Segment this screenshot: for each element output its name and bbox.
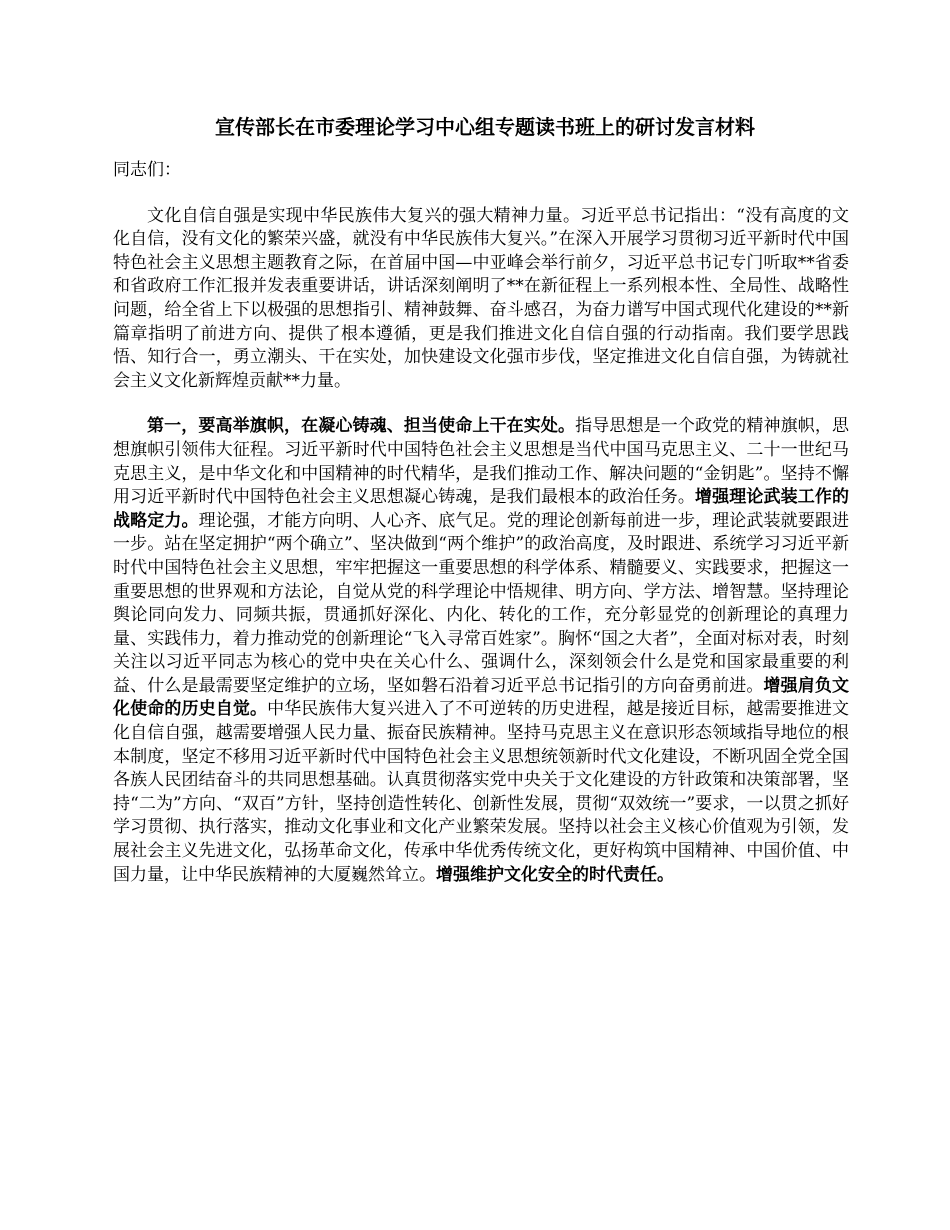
section-one-heading: 第一，要高举旗帜，在凝心铸魂、担当使命上干在实处。 — [147, 416, 576, 437]
section-one-text-1: 指导思想是一个政党的精神旗帜，思想旗帜引领伟大征程。习近平新时代中国特色社会主义思想是当代中国马克思主义、二十一世纪马克思主义，是中华文化和中国精神的时代精华，是我们推动工作、解决问题的“金钥匙”。坚持不懈用习近平新时代中国特色社会主义思想凝心铸魂，是我们最根本的政治任务。 — [113, 416, 849, 508]
document-page — [113, 113, 849, 909]
intro-paragraph: 文化自信自强是实现中华民族伟大复兴的强大精神力量。习近平总书记指出：“没有高度的文化自信，没有文化的繁荣兴盛，就没有中华民族伟大复兴。”在深入开展学习贯彻习近平新时代中国特色社会主义思想主题教育之际，在首届中国—中亚峰会举行前夕，习近平总书记专门听取**省委和省政府工作汇报并发表重要讲话，讲话深刻阐明了**在新征程上一系列根本性、全局性、战略性问题，给全省上下以极强的思想指引、精神鼓舞、奋斗感召，为奋力谱写中国式现代化建设的**新篇章指明了前进方向、提供了根本遵循，更是我们推进文化自信自强的行动指南。我们要学思践悟、知行合一，勇立潮头、干在实处，加快建设文化强市步伐，坚定推进文化自信自强，为铸就社会主义文化新辉煌贡献**力量。 — [113, 205, 849, 391]
subheading-theory: 增强理论武装工作的战略定力。 — [113, 487, 849, 531]
section-one-paragraph — [113, 415, 849, 887]
subheading-security: 增强维护文化安全的时代责任。 — [436, 864, 674, 885]
section-one-text-2: 理论强，才能方向明、人心齐、底气足。党的理论创新每前进一步，理论武装就要跟进一步。站在坚定拥护“两个确立”、坚决做到“两个维护”的政治高度，及时跟进、系统学习习近平新时代中国特色社会主义思想，牢牢把握这一重要思想的科学体系、精髓要义、实践要求，把握这一重要思想的世界观和方法论，自觉从党的科学理论中悟规律、明方向、学方法、增智慧。坚持理论舆论同向发力、同频共振，贯通抓好深化、内化、转化的工作，充分彰显党的创新理论的真理力量、实践伟力，着力推动党的创新理论“飞入寻常百姓家”。胸怀“国之大者”，全面对标对表，时刻关注以习近平同志为核心的党中央在关心什么、强调什么，深刻领会什么是党和国家最重要的利益、什么是最需要坚定维护的立场，坚如磐石沿着习近平总书记指引的方向奋勇前进。 — [113, 510, 850, 696]
subheading-mission: 增强肩负文化使命的历史自觉。 — [113, 675, 850, 720]
salutation: 同志们： — [113, 160, 181, 180]
document-title: 宣传部长在市委理论学习中心组专题读书班上的研讨发言材料 — [215, 115, 755, 139]
section-one-text-3: 中华民族伟大复兴进入了不可逆转的历史进程，越是接近目标，越需要推进文化自信自强，越需要增强人民力量、振奋民族精神。坚持马克思主义在意识形态领域指导地位的根本制度，坚定不移用习近平新时代中国特色社会主义思想统领新时代文化建设，不断巩固全党全国各族人民团结奋斗的共同思想基础。认真贯彻落实党中央关于文化建设的方针政策和决策部署，坚持“二为”方向、“双百”方针，坚持创造性转化、创新性发展，贯彻“双效统一”要求，一以贯之抓好学习贯彻、执行落实，推动文化事业和文化产业繁荣发展。坚持以社会主义核心价值观为引领，发展社会主义先进文化，弘扬革命文化，传承中华优秀传统文化，更好构筑中国精神、中国价值、中国力量，让中华民族精神的大厦巍然耸立。 — [113, 699, 850, 885]
